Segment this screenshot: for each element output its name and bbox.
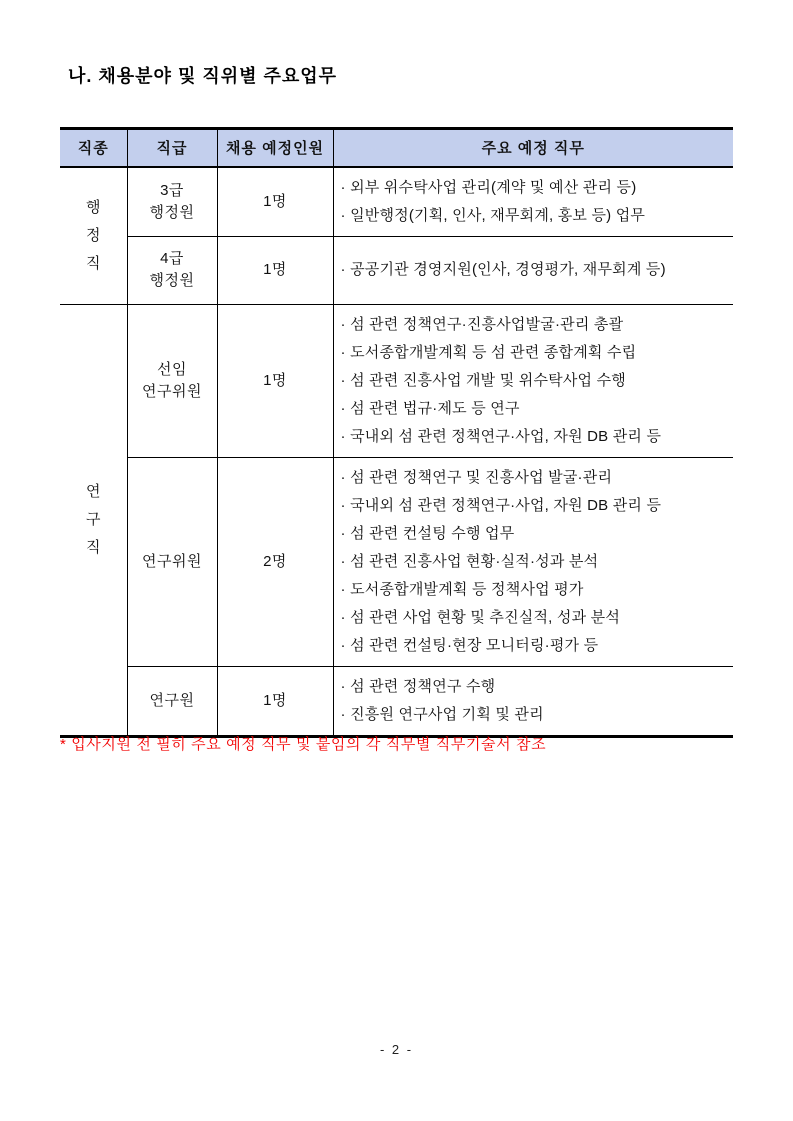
duty-item: · 국내외 섬 관련 정책연구·사업, 자원 DB 관리 등 [340, 496, 662, 514]
grade-line: 행정원 [149, 272, 195, 289]
duty-item: · 섬 관련 법규·제도 등 연구 [340, 399, 520, 417]
page-number: - 2 - [379, 1042, 414, 1057]
table-header-row [60, 129, 733, 167]
duty-item: · 외부 위수탁사업 관리(계약 및 예산 관리 등) [340, 178, 637, 196]
duty-item: · 공공기관 경영지원(인사, 경영평가, 재무회계 등) [340, 261, 666, 278]
table-row [60, 457, 733, 666]
duty-item: · 도서종합개발계획 등 섬 관련 종합계획 수립 [340, 343, 637, 361]
grade-line: 행정원 [149, 203, 195, 221]
grade-cell [127, 167, 217, 237]
duty-item: · 도서종합개발계획 등 정책사업 평가 [340, 580, 584, 598]
table-row [60, 666, 733, 736]
header-planned-headcount: 채용 예정인원 [217, 129, 333, 167]
headcount-cell: 1명 [217, 167, 333, 237]
category-cell-research [60, 304, 127, 736]
duty-item: · 일반행정(기획, 인사, 재무회계, 홍보 등) 업무 [340, 206, 646, 224]
duty-item: · 국내외 섬 관련 정책연구·사업, 자원 DB 관리 등 [340, 427, 662, 445]
category-cell-admin [60, 167, 127, 305]
headcount-cell: 1명 [217, 236, 333, 304]
duty-item: · 섬 관련 사업 현황 및 추진실적, 성과 분석 [340, 608, 621, 626]
duty-item: · 섬 관련 진흥사업 현황·실적·성과 분석 [340, 552, 599, 570]
table-row [60, 236, 733, 304]
headcount-cell: 1명 [217, 304, 333, 457]
duties-cell [333, 304, 733, 457]
duty-item: · 섬 관련 정책연구 및 진흥사업 발굴·관리 [340, 468, 613, 486]
header-main-duties: 주요 예정 직무 [333, 129, 733, 167]
table-row [60, 304, 733, 457]
grade-line: 연구원 [149, 691, 195, 709]
grade-line: 연구위원 [142, 382, 202, 400]
headcount-cell: 2명 [217, 457, 333, 666]
grade-cell [127, 236, 217, 304]
application-footnote: * 입사지원 전 필히 주요 예정 직무 및 붙임의 각 직무별 직무기술서 참조 [60, 736, 547, 753]
duty-item: · 섬 관련 컨설팅 수행 업무 [340, 524, 515, 542]
duty-item: · 섬 관련 진흥사업 개발 및 위수탁사업 수행 [340, 371, 626, 389]
grade-cell [127, 457, 217, 666]
table-row [60, 167, 733, 237]
duty-item: · 섬 관련 정책연구·진흥사업발굴·관리 총괄 [340, 315, 624, 333]
duty-item: · 섬 관련 컨설팅·현장 모니터링·평가 등 [340, 636, 599, 654]
duty-item: · 진흥원 연구사업 기획 및 관리 [340, 705, 544, 723]
duties-cell [333, 167, 733, 237]
duties-cell [333, 457, 733, 666]
grade-line: 3급 [160, 181, 184, 199]
grade-line: 선임 [157, 360, 187, 378]
grade-line: 4급 [160, 250, 184, 267]
header-job-grade: 직급 [127, 129, 217, 167]
category-label: 연구직 [86, 482, 101, 556]
page-title: 나. 채용분야 및 직위별 주요업무 [68, 66, 338, 86]
duty-item: · 섬 관련 정책연구 수행 [340, 677, 496, 695]
category-label: 행정직 [86, 198, 101, 272]
grade-cell [127, 666, 217, 736]
grade-line: 연구위원 [142, 552, 202, 570]
duties-cell [333, 666, 733, 736]
grade-cell [127, 304, 217, 457]
recruitment-duty-table [60, 127, 733, 738]
duties-cell [333, 236, 733, 304]
headcount-cell: 1명 [217, 666, 333, 736]
header-job-category: 직종 [60, 129, 127, 167]
